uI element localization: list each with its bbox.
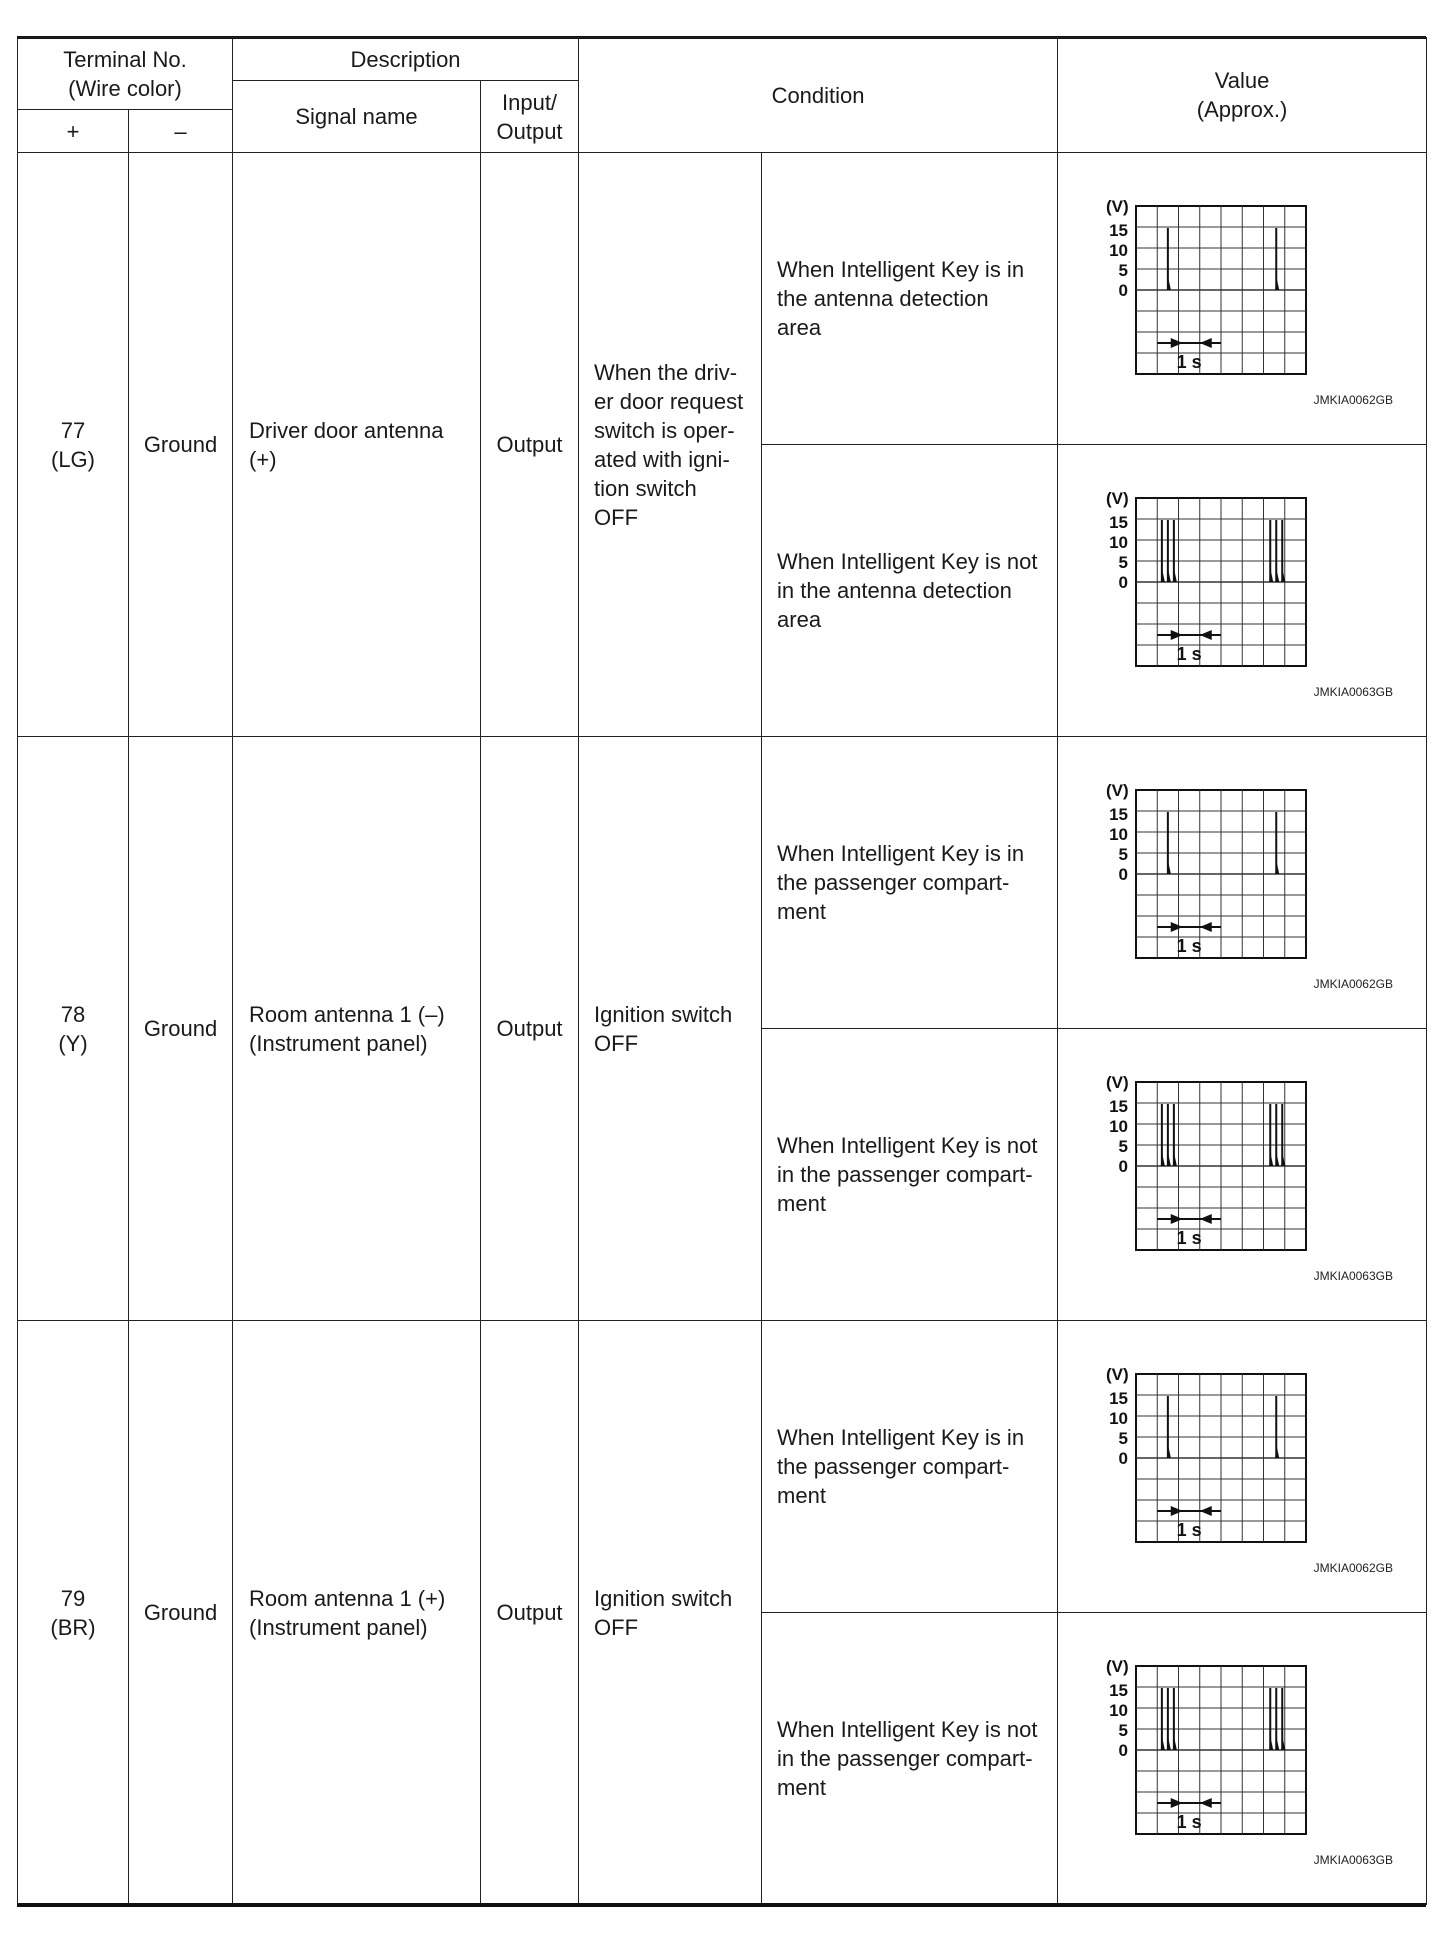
y-axis-unit: (V) [1106,780,1129,800]
time-marker-arrow [1200,922,1212,932]
header-wire-color-label: (Wire color) [68,75,182,101]
y-tick-label: 15 [1109,220,1129,240]
time-marker-arrow [1171,1214,1183,1224]
sub-condition-line: area [777,315,822,340]
terminal-cell [18,153,129,737]
y-tick-label: 5 [1118,1136,1129,1156]
y-tick-label: 15 [1109,1680,1129,1700]
condition-cell [579,153,762,737]
signal-name-cell [233,1321,481,1905]
time-scale-label: 1 s [1176,643,1202,664]
y-tick-label: 15 [1109,1096,1129,1116]
y-tick-label: 5 [1118,260,1129,280]
y-axis-unit: (V) [1106,1072,1129,1092]
condition-cell [579,737,762,1321]
time-scale-label: 1 s [1176,351,1202,372]
time-scale-label: 1 s [1176,1227,1202,1248]
header-terminal-label: Terminal No. [63,46,187,72]
sub-condition-line: the antenna detection [777,286,989,311]
table-row [18,1321,1427,1613]
signal-name-line: (Instrument panel) [249,1614,428,1640]
y-tick-label: 0 [1118,572,1129,592]
header-io-line-2: Output [496,118,563,144]
time-marker-arrow [1200,630,1212,640]
sub-condition-cell [762,445,1058,737]
y-tick-label: 5 [1118,1428,1129,1448]
sub-condition-line: the passenger compart- [777,1454,1010,1479]
signal-name-line: (+) [249,446,277,472]
time-scale-label: 1 s [1176,935,1202,956]
header-approx-label: (Approx.) [1196,97,1288,122]
signal-name-line: Room antenna 1 (–) [249,1001,445,1027]
time-marker-arrow [1200,1214,1212,1224]
waveform-cell [1058,1029,1427,1321]
io-cell: Output [481,153,579,737]
terminal-number: 79 [60,1585,86,1611]
sub-condition-line: ment [777,1191,826,1216]
wire-color: (LG) [51,446,95,472]
header-input-output [481,81,579,153]
figure-reference-code: JMKIA0063GB [1313,684,1394,699]
y-axis-unit: (V) [1106,196,1129,216]
condition-line: OFF [594,1030,639,1056]
signal-name-line: Room antenna 1 (+) [249,1585,446,1611]
condition-line: When the driv- [594,359,738,385]
condition-line: ated with igni- [594,446,730,472]
header-value-label: Value [1214,68,1270,93]
io-cell: Output [481,1321,579,1905]
sub-condition-line: When Intelligent Key is in [777,257,1025,282]
wire-color: (BR) [50,1614,96,1640]
sub-condition-line: When Intelligent Key is not [777,1717,1038,1742]
waveform-graph [1058,1030,1427,1320]
sub-condition-cell [762,1321,1058,1613]
y-tick-label: 10 [1109,1408,1129,1428]
ground-cell: Ground [129,1321,233,1905]
sub-condition-line: When Intelligent Key is in [777,1425,1025,1450]
table-row [18,737,1427,1029]
header-terminal-no [18,38,233,110]
header-minus: – [129,110,233,153]
signal-name-line: Driver door antenna [249,417,444,443]
sub-condition-line: When Intelligent Key is not [777,1133,1038,1158]
y-tick-label: 0 [1118,864,1129,884]
figure-reference-code: JMKIA0062GB [1313,392,1394,407]
figure-reference-code: JMKIA0063GB [1313,1268,1394,1283]
time-marker-arrow [1171,922,1183,932]
sub-condition-line: area [777,607,822,632]
condition-line: OFF [594,1614,639,1640]
ground-cell: Ground [129,153,233,737]
terminal-number: 77 [60,417,86,443]
y-tick-label: 0 [1118,1156,1129,1176]
header-io-line-1: Input/ [502,89,558,115]
time-marker-arrow [1171,338,1183,348]
waveform-cell [1058,1321,1427,1613]
condition-line: tion switch [594,475,697,501]
sub-condition-line: When Intelligent Key is not [777,549,1038,574]
signal-name-cell [233,153,481,737]
terminal-cell [18,1321,129,1905]
y-tick-label: 0 [1118,280,1129,300]
time-marker-arrow [1171,630,1183,640]
time-marker-arrow [1171,1798,1183,1808]
sub-condition-line: ment [777,1483,826,1508]
waveform-cell [1058,153,1427,445]
sub-condition-line: in the passenger compart- [777,1162,1033,1187]
sub-condition-cell [762,153,1058,445]
y-tick-label: 15 [1109,1388,1129,1408]
waveform-graph [1058,1322,1427,1612]
y-axis-unit: (V) [1106,488,1129,508]
sub-condition-line: in the antenna detection [777,578,1012,603]
condition-cell [579,1321,762,1905]
time-marker-arrow [1171,1506,1183,1516]
terminal-number: 78 [60,1001,86,1027]
sub-condition-cell [762,1613,1058,1905]
terminal-table [17,37,1427,1905]
signal-name-cell [233,737,481,1321]
time-marker-arrow [1200,1798,1212,1808]
y-tick-label: 0 [1118,1740,1129,1760]
waveform-cell [1058,1613,1427,1905]
sub-condition-line: ment [777,1775,826,1800]
y-tick-label: 15 [1109,512,1129,532]
waveform-graph [1058,446,1427,736]
y-tick-label: 5 [1118,844,1129,864]
y-axis-unit: (V) [1106,1656,1129,1676]
header-condition: Condition [579,38,1058,153]
y-tick-label: 5 [1118,1720,1129,1740]
waveform-graph [1058,738,1427,1028]
sub-condition-line: the passenger compart- [777,870,1010,895]
time-scale-label: 1 s [1176,1519,1202,1540]
sub-condition-cell [762,737,1058,1029]
condition-line: OFF [594,504,639,530]
sub-condition-cell [762,1029,1058,1321]
table-row [18,153,1427,445]
sub-condition-line: When Intelligent Key is in [777,841,1025,866]
figure-reference-code: JMKIA0062GB [1313,976,1394,991]
terminal-cell [18,737,129,1321]
time-marker-arrow [1200,338,1212,348]
waveform-cell [1058,737,1427,1029]
sub-condition-line: ment [777,899,826,924]
y-tick-label: 10 [1109,824,1129,844]
header-signal-name: Signal name [233,81,481,153]
waveform-graph [1058,154,1427,444]
y-tick-label: 10 [1109,1700,1129,1720]
wire-color: (Y) [58,1030,88,1056]
condition-line: er door request [594,388,744,414]
y-tick-label: 0 [1118,1448,1129,1468]
condition-line: Ignition switch [594,1585,733,1611]
io-cell: Output [481,737,579,1321]
figure-reference-code: JMKIA0063GB [1313,1852,1394,1867]
condition-line: switch is oper- [594,417,735,443]
y-tick-label: 10 [1109,240,1129,260]
condition-line: Ignition switch [594,1001,733,1027]
signal-name-line: (Instrument panel) [249,1030,428,1056]
time-scale-label: 1 s [1176,1811,1202,1832]
y-tick-label: 15 [1109,804,1129,824]
waveform-graph [1058,1614,1427,1904]
time-marker-arrow [1200,1506,1212,1516]
header-plus: + [18,110,129,153]
waveform-cell [1058,445,1427,737]
header-description: Description [233,38,579,81]
ground-cell: Ground [129,737,233,1321]
y-tick-label: 10 [1109,1116,1129,1136]
y-axis-unit: (V) [1106,1364,1129,1384]
header-value [1058,38,1427,153]
sub-condition-line: in the passenger compart- [777,1746,1033,1771]
y-tick-label: 5 [1118,552,1129,572]
figure-reference-code: JMKIA0062GB [1313,1560,1394,1575]
y-tick-label: 10 [1109,532,1129,552]
table-bottom-rule [17,1903,1426,1907]
